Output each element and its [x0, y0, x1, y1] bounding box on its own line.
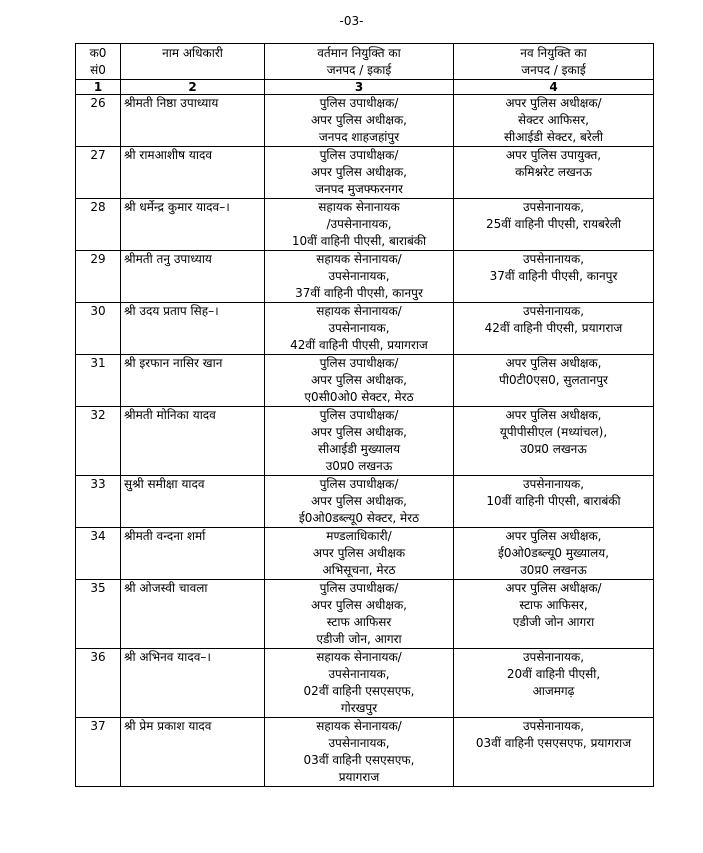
posting-line: उपसेनानायक, [522, 650, 585, 664]
column-number: 1 [76, 80, 121, 95]
current-posting [265, 303, 454, 355]
posting-line: पुलिस उपाधीक्षक/ [319, 148, 399, 162]
table-row [76, 476, 654, 528]
column-number: 2 [121, 80, 265, 95]
column-number: 3 [265, 80, 454, 95]
new-posting [454, 649, 654, 718]
posting-line: 42वीं वाहिनी पीएसी, प्रयागराज [290, 338, 428, 352]
posting-line: सहायक सेनानायक/ [316, 719, 402, 733]
current-posting [265, 199, 454, 251]
posting-line: अपर पुलिस अधीक्षक/ [505, 581, 602, 595]
serial-number: 33 [76, 476, 121, 528]
column-number: 4 [454, 80, 654, 95]
current-posting [265, 476, 454, 528]
serial-number: 26 [76, 95, 121, 147]
current-posting [265, 528, 454, 580]
officer-name: श्री अभिनव यादव–। [121, 649, 265, 718]
new-posting [454, 147, 654, 199]
posting-line: उपसेनानायक, [522, 719, 585, 733]
posting-line: सहायक सेनानायक [318, 200, 400, 214]
officer-name: सुश्री समीक्षा यादव [121, 476, 265, 528]
current-posting [265, 407, 454, 476]
table-row [76, 95, 654, 147]
new-posting [454, 355, 654, 407]
new-posting [454, 528, 654, 580]
posting-line: जनपद शाहजहांपुर [318, 130, 400, 144]
table-row [76, 303, 654, 355]
posting-line: सहायक सेनानायक/ [316, 304, 402, 318]
posting-line: अपर पुलिस अधीक्षक [312, 546, 406, 560]
current-posting [265, 649, 454, 718]
posting-line: उपसेनानायक, [328, 667, 390, 681]
posting-line: उ0प्र0 लखनऊ [520, 442, 587, 456]
posting-line: 10वीं वाहिनी पीएसी, बाराबंकी [291, 234, 427, 248]
posting-line: उ0प्र0 लखनऊ [325, 459, 393, 473]
table-row [76, 147, 654, 199]
posting-line: सहायक सेनानायक/ [316, 650, 402, 664]
posting-line: एडीजी जोन, आगरा [316, 632, 402, 646]
posting-line: उपसेनानायक, [522, 304, 585, 318]
table-row [76, 199, 654, 251]
header-serial: क0 सं0 [76, 44, 121, 80]
serial-number: 27 [76, 147, 121, 199]
current-posting [265, 147, 454, 199]
posting-line: अपर पुलिस अधीक्षक, [311, 494, 407, 508]
posting-line: ई0ओ0डब्ल्यू0 मुख्यालय, [497, 546, 610, 560]
serial-number: 37 [76, 718, 121, 787]
posting-line: उपसेनानायक, [328, 736, 390, 750]
posting-line: 42वीं वाहिनी पीएसी, प्रयागराज [484, 321, 623, 335]
table-row [76, 251, 654, 303]
new-posting [454, 476, 654, 528]
posting-line: पुलिस उपाधीक्षक/ [319, 96, 399, 110]
serial-number: 31 [76, 355, 121, 407]
posting-line: अपर पुलिस अधीक्षक, [311, 165, 407, 179]
posting-line: 02वीं वाहिनी एसएसएफ, [303, 684, 415, 698]
posting-line: अपर पुलिस अधीक्षक, [505, 356, 602, 370]
posting-line: उपसेनानायक, [522, 252, 585, 266]
posting-line: अपर पुलिस अधीक्षक, [505, 408, 602, 422]
serial-number: 35 [76, 580, 121, 649]
officer-name: श्री उदय प्रताप सिह–। [121, 303, 265, 355]
serial-number: 32 [76, 407, 121, 476]
officer-name: श्रीमती मोनिका यादव [121, 407, 265, 476]
posting-line: 10वीं वाहिनी पीएसी, बाराबंकी [486, 494, 621, 508]
new-posting [454, 251, 654, 303]
posting-line: उपसेनानायक, [328, 321, 390, 335]
new-posting [454, 95, 654, 147]
posting-line: पुलिस उपाधीक्षक/ [319, 408, 399, 422]
posting-line: ई0ओ0डब्ल्यू0 सेक्टर, मेरठ [298, 511, 420, 525]
posting-line: सीआईडी मुख्यालय [317, 442, 401, 456]
table-row [76, 355, 654, 407]
posting-line: अपर पुलिस अधीक्षक, [311, 373, 407, 387]
officer-name: श्री रामआशीष यादव [121, 147, 265, 199]
posting-line: सहायक सेनानायक/ [316, 252, 402, 266]
posting-line: उपसेनानायक, [522, 200, 585, 214]
officer-name: श्रीमती निष्ठा उपाध्याय [121, 95, 265, 147]
new-posting [454, 199, 654, 251]
serial-number: 30 [76, 303, 121, 355]
posting-line: कमिश्नरेट लखनऊ [515, 165, 592, 179]
posting-line: उ0प्र0 लखनऊ [520, 563, 587, 577]
posting-line: पुलिस उपाधीक्षक/ [319, 581, 399, 595]
officer-name: श्री प्रेम प्रकाश यादव [121, 718, 265, 787]
posting-line: पुलिस उपाधीक्षक/ [319, 356, 399, 370]
header-new-posting: नव नियुक्ति का जनपद / इकाई [454, 44, 654, 80]
posting-line: सेक्टर आफिसर, [518, 113, 589, 127]
current-posting [265, 95, 454, 147]
current-posting [265, 580, 454, 649]
posting-line: अपर पुलिस अधीक्षक, [311, 425, 407, 439]
serial-number: 28 [76, 199, 121, 251]
officer-name: श्रीमती तनु उपाध्याय [121, 251, 265, 303]
posting-line: अभिसूचना, मेरठ [322, 563, 396, 577]
table-row [76, 718, 654, 787]
posting-line: एडीजी जोन आगरा [512, 615, 595, 629]
current-posting [265, 718, 454, 787]
officer-name: श्रीमती वन्दना शर्मा [121, 528, 265, 580]
posting-line: 03वीं वाहिनी एसएसएफ, प्रयागराज [475, 736, 632, 750]
new-posting [454, 407, 654, 476]
posting-line: पी0टी0एस0, सुलतानपुर [499, 373, 608, 387]
posting-line: गोरखपुर [340, 701, 378, 715]
posting-line: आजमगढ़ [532, 684, 575, 698]
posting-line: उपसेनानायक, [522, 477, 585, 491]
new-posting [454, 580, 654, 649]
posting-line: 03वीं वाहिनी एसएसएफ, [303, 753, 415, 767]
posting-line: अपर पुलिस अधीक्षक, [311, 113, 407, 127]
officer-name: श्री धर्मेन्द्र कुमार यादव–। [121, 199, 265, 251]
posting-line: ए0सी0ओ0 सेक्टर, मेरठ [304, 390, 414, 404]
page-number: -03- [339, 14, 364, 28]
table-header [76, 44, 654, 95]
posting-line: स्टाफ आफिसर [326, 615, 392, 629]
posting-line: 37वीं वाहिनी पीएसी, कानपुर [295, 286, 423, 300]
header-officer-name: नाम अधिकारी [121, 44, 265, 80]
posting-line: यूपीपीसीएल (मध्यांचल), [499, 425, 608, 439]
table-row [76, 407, 654, 476]
serial-number: 34 [76, 528, 121, 580]
posting-line: 20वीं वाहिनी पीएसी, [506, 667, 601, 681]
table-row [76, 528, 654, 580]
posting-line: 25वीं वाहिनी पीएसी, रायबरेली [485, 217, 622, 231]
new-posting [454, 303, 654, 355]
table-body [76, 95, 654, 787]
new-posting [454, 718, 654, 787]
posting-line: उपसेनानायक, [328, 269, 390, 283]
serial-number: 29 [76, 251, 121, 303]
posting-line: मण्डलाधिकारी/ [326, 529, 392, 543]
posting-line: सीआईडी सेक्टर, बरेली [504, 130, 603, 144]
table-row [76, 649, 654, 718]
transfer-table [75, 43, 654, 787]
posting-line: स्टाफ आफिसर, [519, 598, 588, 612]
posting-line: 37वीं वाहिनी पीएसी, कानपुर [489, 269, 618, 283]
current-posting [265, 251, 454, 303]
current-posting [265, 355, 454, 407]
posting-line: अपर पुलिस अधीक्षक, [505, 529, 602, 543]
posting-line: पुलिस उपाधीक्षक/ [319, 477, 399, 491]
officer-name: श्री ओजस्वी चावला [121, 580, 265, 649]
officer-name: श्री इरफान नासिर खान [121, 355, 265, 407]
posting-line: जनपद मुजफ्फरनगर [315, 182, 403, 196]
header-current-posting: वर्तमान नियुक्ति का जनपद / इकाई [265, 44, 454, 80]
serial-number: 36 [76, 649, 121, 718]
table-row [76, 580, 654, 649]
posting-line: प्रयागराज [338, 770, 380, 784]
posting-line: अपर पुलिस अधीक्षक/ [505, 96, 602, 110]
posting-line: अपर पुलिस उपायुक्त, [505, 148, 602, 162]
posting-line: /उपसेनानायक, [326, 217, 392, 231]
posting-line: अपर पुलिस अधीक्षक, [311, 598, 407, 612]
